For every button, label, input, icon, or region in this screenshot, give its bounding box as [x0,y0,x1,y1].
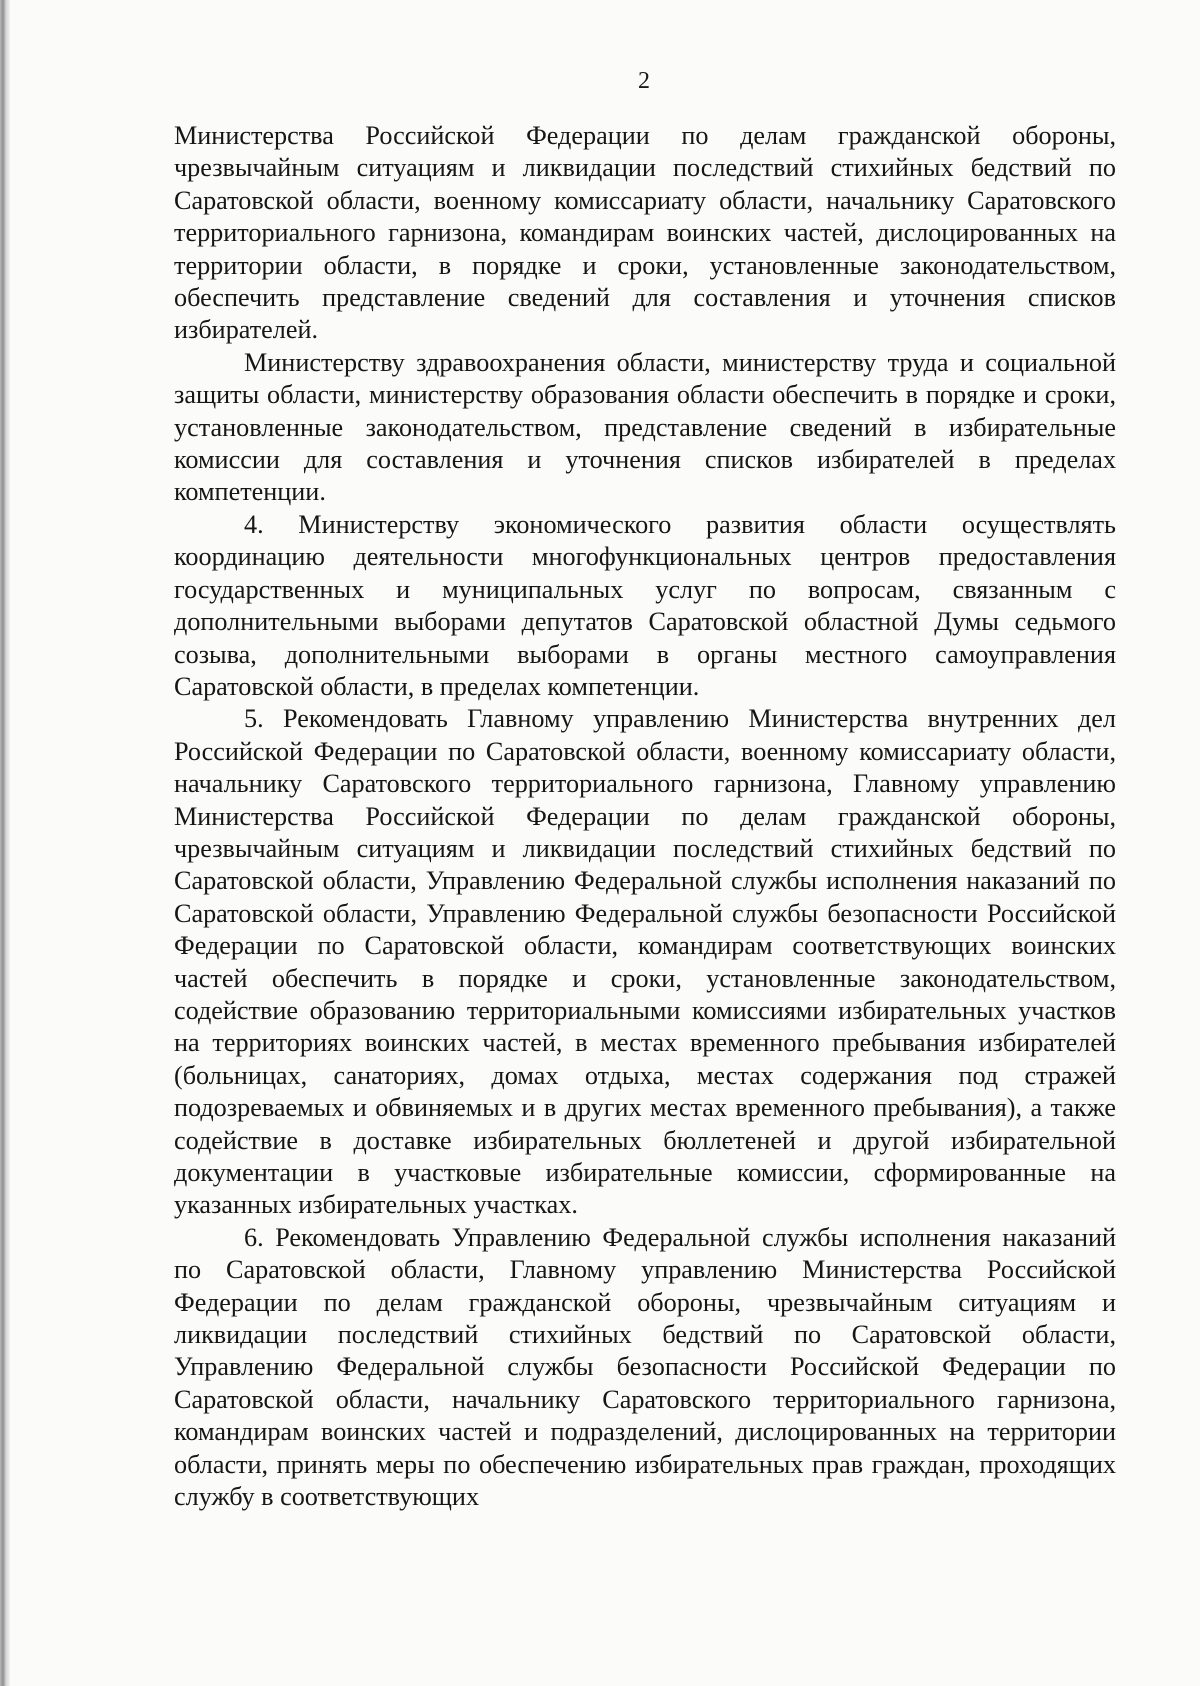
page-number: 2 [638,68,650,94]
paragraph-item-5: 5. Рекомендовать Главному управлению Министерства внутренних дел Российской Федерации по Саратовской области, военному комиссариату области, начальнику Саратовского территориального гарнизона, Главному управлению Министерства Российской Федерации по делам гражданской обороны, чрезвычайным ситуациям и ликвидации последствий стихийных бедствий по Саратовской области, Управлению Федеральной службы исполнения наказаний по Саратовской области, Управлению Федеральной службы безопасности Российской Федерации по Саратовской области, командирам соответствующих воинских частей обеспечить в порядке и сроки, установленные законодательством, содействие образованию территориальными комиссиями избирательных участков на территориях воинских частей, в местах временного пребывания избирателей (больницах, санаториях, домах отдыха, местах содержания под стражей подозреваемых и обвиняемых и в других местах временного пребывания), а также содействие в доставке избирательных бюллетеней и другой избирательной документации в участковые избирательные комиссии, сформированные на указанных избирательных участках. [174,704,1116,1220]
scan-edge-shadow [0,0,10,1686]
paragraph-continuation: Министерства Российской Федерации по делам гражданской обороны, чрезвычайным ситуациям и ликвидации последствий стихийных бедствий по Саратовской области, военному комиссариату области, начальнику Саратовского территориального гарнизона, командирам воинских частей, дислоцированных на территории области, в порядке и сроки, установленные законодательством, обеспечить представление сведений для составления и уточнения списков избирателей. [174,121,1116,345]
paragraph-item-6: 6. Рекомендовать Управлению Федеральной службы исполнения наказаний по Саратовской области, Главному управлению Министерства Российской Федерации по делам гражданской обороны, чрезвычайным ситуациям и ликвидации последствий стихийных бедствий по Саратовской области, Управлению Федеральной службы безопасности Российской Федерации по Саратовской области, начальнику Саратовского территориального гарнизона, командирам воинских частей и подразделений, дислоцированных на территории области, принять меры по обеспечению избирательных прав граждан, проходящих службу в соответствующих [174,1222,1116,1512]
document-body [174,120,1116,1513]
paragraph-health-ministry: Министерству здравоохранения области, министерству труда и социальной защиты области, министерству образования области обеспечить в порядке и сроки, установленные законодательством, представление сведений в избирательные комиссии для составления и уточнения списков избирателей в пределах компетенции. [174,347,1116,507]
paragraph-item-4: 4. Министерству экономического развития области осуществлять координацию деятельности многофункциональных центров предоставления государственных и муниципальных услуг по вопросам, связанным с дополнительными выборами депутатов Саратовской областной Думы седьмого созыва, дополнительными выборами в органы местного самоуправления Саратовской области, в пределах компетенции. [174,509,1116,701]
